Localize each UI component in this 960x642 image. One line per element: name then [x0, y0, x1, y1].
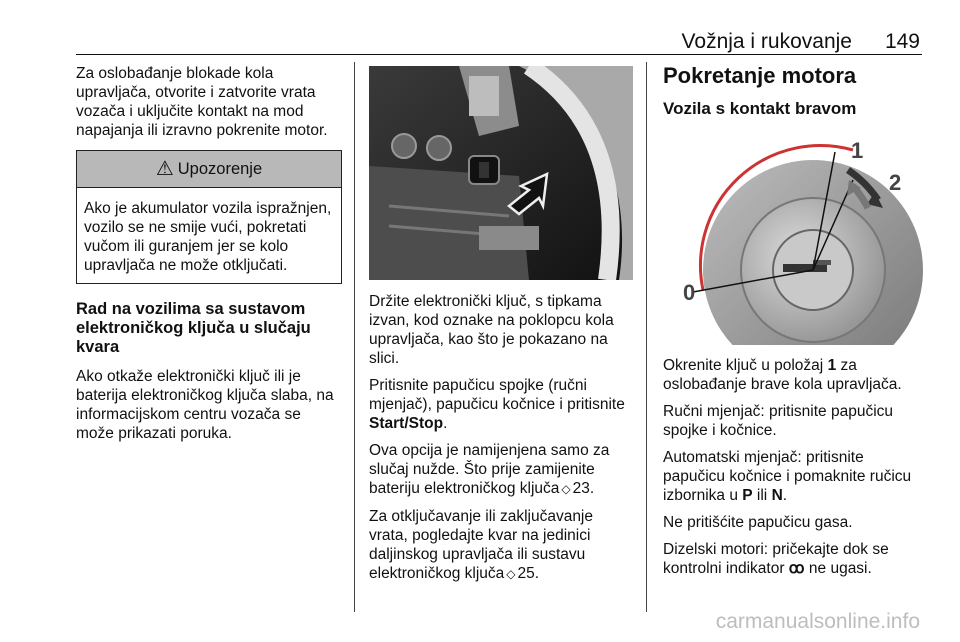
text-run: .	[589, 480, 595, 497]
sub-heading: Vozila s kontakt bravom	[663, 99, 857, 118]
page-header	[0, 26, 960, 56]
warning-text: Ako je akumulator vozila ispražnjen, vozilo se ne smije vući, pokretati vučom ili guranjem jer se kolo upravljača ne može otključati.	[84, 200, 332, 274]
right-paragraph-2: Ručni mjenjač: pritisnite papučicu spojke i kočnice.	[663, 403, 894, 439]
dial-label-1: 1	[851, 138, 864, 163]
dial-label-2: 2	[889, 170, 902, 195]
steering-column-illustration	[369, 66, 633, 280]
start-stop-label: Start/Stop	[369, 415, 444, 432]
column-divider	[354, 62, 355, 612]
left-column	[76, 64, 342, 451]
page-ref-number[interactable]: 23	[572, 480, 590, 497]
text-run: Pritisnite papučicu spojke (ručni mjenjač), papučicu kočnice i pritisnite	[369, 377, 625, 413]
watermark: carmanualsonline.info	[715, 610, 920, 633]
text-run: Automatski mjenjač: pritisnite papučicu kočnice i pomaknite ručicu izbornika u	[663, 449, 912, 504]
right-paragraph-4: Ne pritišćite papučicu gasa.	[663, 514, 853, 531]
page-ref-number[interactable]: 25	[517, 565, 535, 582]
text-run: .	[534, 565, 540, 582]
text-run: .	[782, 487, 788, 504]
page-ref-icon: ◇	[506, 567, 516, 581]
text-run: za oslobađanje brave kola upravljača.	[663, 357, 902, 393]
gear-p-label: P	[742, 487, 753, 504]
middle-paragraph-4	[369, 507, 634, 584]
glow-plug-icon: ꝏ	[788, 560, 805, 577]
right-paragraph-5	[663, 540, 928, 578]
text-run: Ova opcija je namijenjena samo za slučaj nužde. Što prije zamijenite bateriju elektroničkog ključa	[369, 442, 610, 497]
middle-paragraph-2	[369, 376, 634, 433]
intro-paragraph: Za oslobađanje blokade kola upravljača, otvorite i zatvorite vrata vozača i uključite kontakt na mod napajanja ili izravno pokrenite motor.	[76, 65, 328, 139]
warning-triangle-icon: ⚠	[155, 157, 174, 180]
header-rule	[76, 54, 922, 55]
header-title: Vožnja i rukovanje	[681, 30, 852, 53]
position-label: 1	[827, 357, 837, 374]
ignition-dial-illustration	[663, 130, 928, 345]
text-run: .	[443, 415, 448, 432]
ignition-dial-diagram	[663, 130, 928, 345]
main-heading: Pokretanje motora	[663, 63, 857, 88]
text-run: ili	[752, 487, 772, 504]
page-number: 149	[884, 30, 920, 53]
right-paragraph-3	[663, 448, 928, 505]
right-paragraph-1	[663, 356, 928, 394]
warning-title: Upozorenje	[177, 159, 263, 178]
right-column-text	[663, 356, 928, 586]
warning-header	[77, 151, 341, 188]
body-paragraph: Ako otkaže elektronički ključ ili je baterija elektroničkog ključa slaba, na informacijskom centru vozača se može prikazati poruka.	[76, 368, 334, 442]
dial-label-0: 0	[683, 280, 696, 305]
section-heading: Rad na vozilima sa sustavom elektroničkog ključa u slučaju kvara	[76, 300, 311, 356]
text-run: Dizelski motori: pričekajte dok se kontrolni indikator	[663, 541, 889, 577]
column-divider	[646, 62, 647, 612]
page-ref-icon: ◇	[561, 482, 571, 496]
warning-box	[76, 150, 342, 284]
right-column	[663, 64, 928, 118]
text-run: Okrenite ključ u položaj	[663, 357, 828, 374]
gear-n-label: N	[771, 487, 783, 504]
middle-paragraph-1: Držite elektronički ključ, s tipkama izvan, kod oznake na poklopcu kola upravljača, kao što je pokazano na slici.	[369, 293, 614, 367]
text-run: Za otključavanje ili zaključavanje vrata, pogledajte kvar na jedinici daljinskog upravljača ili sustavu elektroničkog ključa	[369, 508, 594, 582]
text-run: ne ugasi.	[804, 560, 872, 577]
steering-column-photo	[369, 66, 633, 280]
middle-column	[369, 292, 634, 592]
middle-paragraph-3	[369, 441, 634, 499]
